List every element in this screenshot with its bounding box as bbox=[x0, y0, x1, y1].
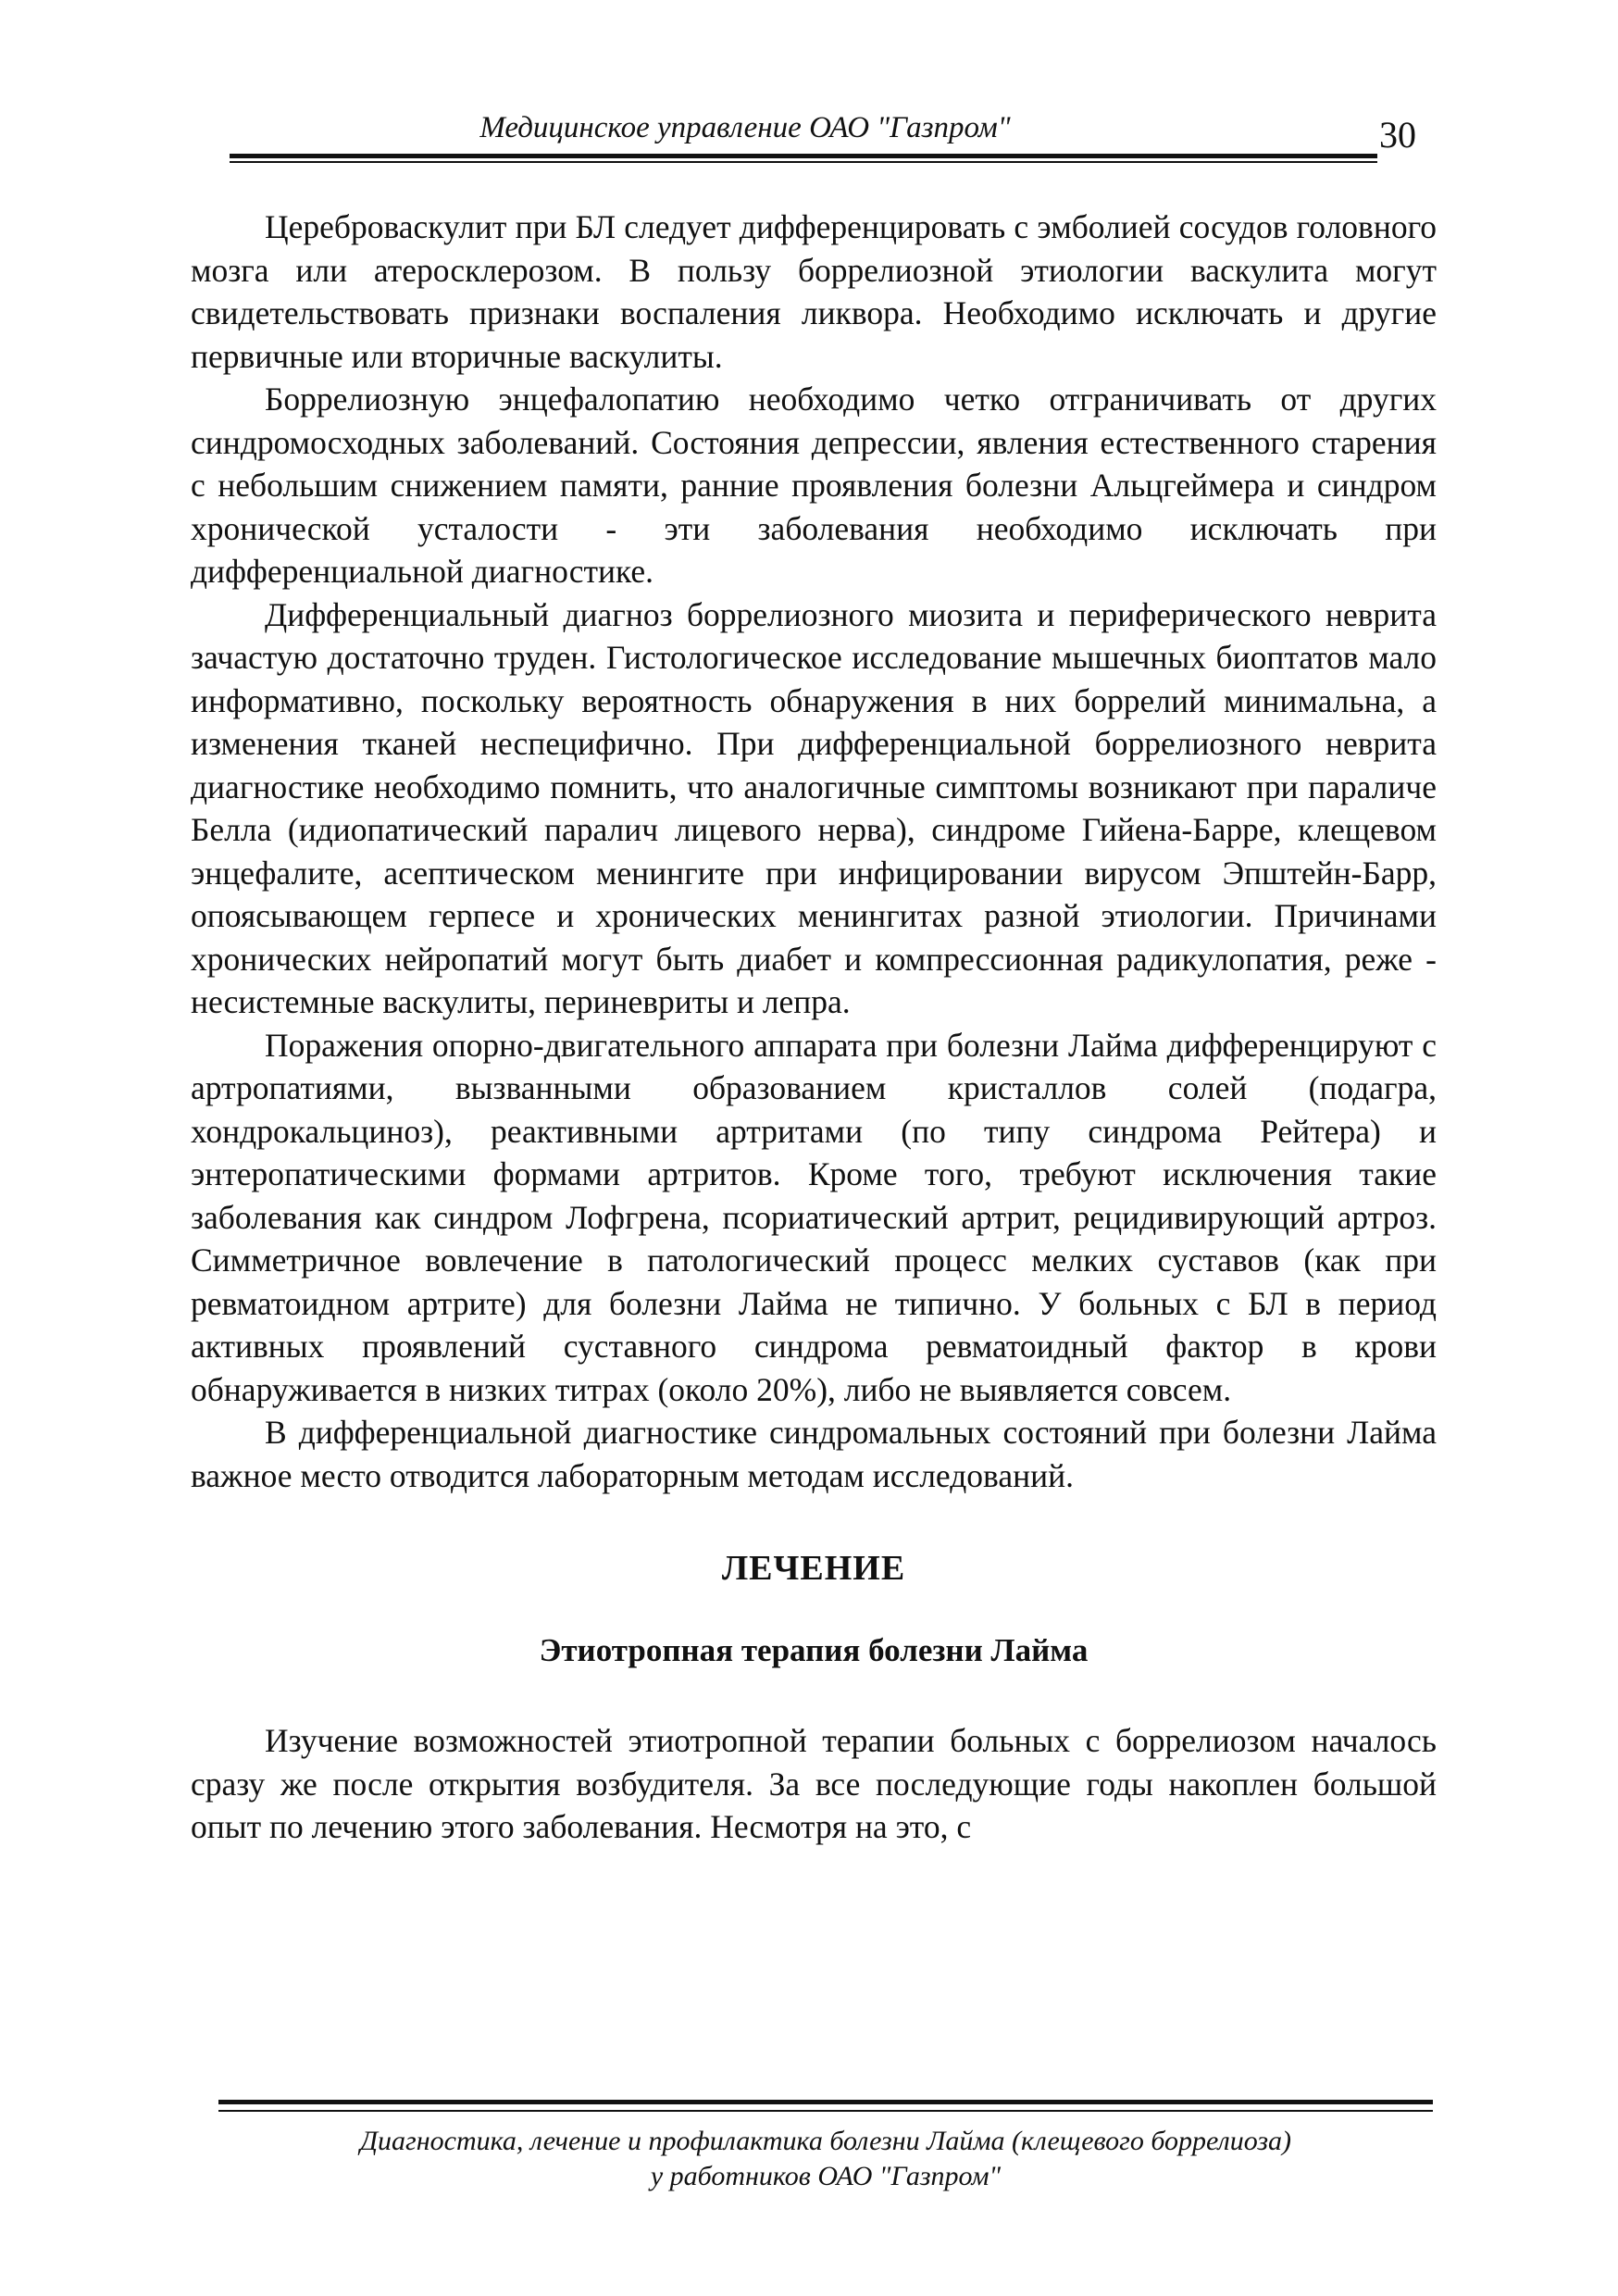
footer-rule-thin bbox=[218, 2110, 1433, 2112]
footer-rule bbox=[218, 2100, 1433, 2104]
body-text bbox=[191, 206, 1437, 1849]
paragraph-1: Цереброваскулит при БЛ следует дифференцировать с эмболией сосудов головного мозга или атеросклерозом. В пользу боррелиозной этиологии васкулита могут свидетельствовать признаки воспаления ликвора. Необходимо исключать и другие первичные или вторичные васкулиты. bbox=[191, 208, 1437, 375]
section-heading: ЛЕЧЕНИЕ bbox=[721, 1549, 906, 1588]
paragraph-2: Боррелиозную энцефалопатию необходимо четко отграничивать от других синдромосходных заболеваний. Состояния депрессии, явления естественного старения с небольшим снижением памяти, ранние проявления болезни Альцгеймера и синдром хронической усталости - эти заболевания необходимо исключать при дифференциальной диагностике. bbox=[191, 381, 1437, 590]
page-header bbox=[194, 104, 1444, 159]
paragraph-3: Дифференциальный диагноз боррелиозного миозита и периферического неврита зачастую достаточно труден. Гистологическое исследование мышечных биоптатов мало информативно, поскольку вероятность обнаружения в них боррелий минимальна, а изменения тканей неспецифично. При дифференциальной боррелиозного неврита диагностике необходимо помнить, что аналогичные симптомы возникают при параличе Белла (идиопатический паралич лицевого нерва), синдроме Гийена-Барре, клещевом энцефалите, асептическом менингите при инфицировании вирусом Эпштейн-Барр, опоясывающем герпесе и хронических менингитах разной этиологии. Причинами хронических нейропатий могут быть диабет и компрессионная радикулопатия, реже - несистемные васкулиты, периневриты и лепра. bbox=[191, 595, 1437, 1020]
footer-line-1: Диагностика, лечение и профилактика болезни Лайма (клещевого боррелиоза) bbox=[359, 2126, 1292, 2156]
page-number: 30 bbox=[1379, 114, 1416, 156]
page-footer bbox=[218, 2124, 1433, 2194]
header-title: Медицинское управление ОАО "Газпром" bbox=[479, 111, 1011, 144]
subsection-heading: Этиотропная терапия болезни Лайма bbox=[539, 1632, 1089, 1668]
paragraph-4: Поражения опорно-двигательного аппарата при болезни Лайма дифференцируют с артропатиями, вызванными образованием кристаллов солей (подагра, хондрокальциноз), реактивными артритами (по типу синдрома Рейтера) и энтеропатическими формами артритов. Кроме того, требуют исключения такие заболевания как синдром Лофгрена, псориатический артрит, рецидивирующий артроз. Симметричное вовлечение в патологический процесс мелких суставов (как при ревматоидном артрите) для болезни Лайма не типично. У больных с БЛ в период активных проявлений суставного синдрома ревматоидный фактор в крови обнаруживается в низких титрах (около 20%), либо не выявляется совсем. bbox=[191, 1026, 1437, 1408]
header-rule bbox=[230, 154, 1377, 158]
paragraph-5: В дифференциальной диагностике синдромальных состояний при болезни Лайма важное место отводится лабораторным методам исследований. bbox=[191, 1414, 1437, 1494]
header-rule-thin bbox=[230, 161, 1377, 163]
paragraph-6: Изучение возможностей этиотропной терапии больных с боррелиозом началось сразу же после открытия возбудителя. За все последующие годы накоплен большой опыт по лечению этого заболевания. Несмотря на это, с bbox=[191, 1722, 1437, 1845]
footer-line-2: у работников ОАО "Газпром" bbox=[650, 2161, 1002, 2191]
